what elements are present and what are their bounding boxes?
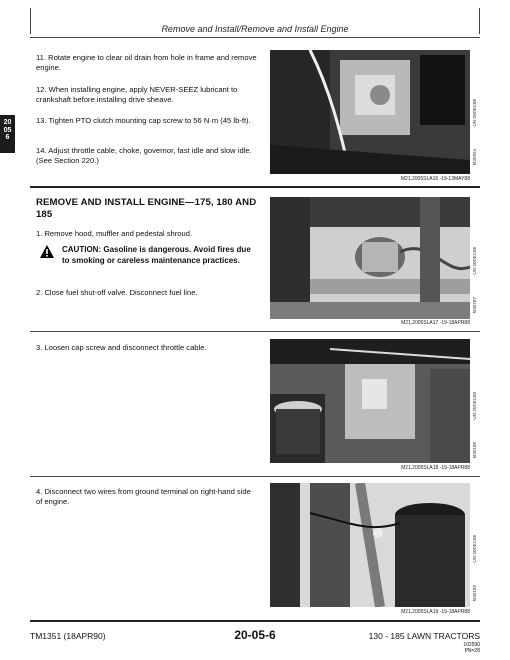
step-13: 13. Tighten PTO clutch mounting cap screw to 56 N·m (45 lb-ft). bbox=[36, 116, 251, 125]
footer-page-number: 20-05-6 bbox=[234, 628, 276, 642]
photo-1-code-top: -UN-20DEC88 bbox=[472, 99, 477, 129]
section-2-step-2: 2. Close fuel shut-off valve. Disconnect fuel line. bbox=[36, 288, 198, 297]
header-left-rule bbox=[30, 8, 31, 34]
fuel-line-photo bbox=[270, 197, 470, 319]
step-12: 12. When installing engine, apply NEVER-SEEZ lubricant to crankshaft before installing drive sheave. bbox=[36, 85, 238, 105]
section-4 bbox=[30, 479, 480, 619]
photo-3-code-bottom: M35188 bbox=[472, 442, 477, 459]
step-11: 11. Rotate engine to clear oil drain from hole in frame and remove engine. bbox=[36, 53, 257, 73]
engine-removal-photo bbox=[270, 50, 470, 174]
caution-text: CAUTION: Gasoline is dangerous. Avoid fires due to smoking or careless maintenance practices. bbox=[62, 245, 251, 265]
section-4-step-4: 4. Disconnect two wires from ground terminal on right-hand side of engine. bbox=[36, 487, 251, 507]
photo-3-caption: M21,2005SLA18 -19-18APR88 bbox=[401, 465, 470, 471]
ground-terminal-photo bbox=[270, 483, 470, 607]
footer-product: 130 - 185 LAWN TRACTORS bbox=[368, 631, 480, 641]
throttle-cable-photo bbox=[270, 339, 470, 463]
photo-1-code-bottom: M35924 bbox=[472, 149, 477, 166]
section-side-tab bbox=[0, 115, 15, 153]
section-3 bbox=[30, 334, 480, 474]
section-2-step-1: 1. Remove hood, muffler and pedestal shroud. bbox=[36, 229, 193, 238]
header-right-rule bbox=[479, 8, 480, 34]
footer-rule bbox=[30, 620, 480, 622]
photo-2-code-top: -UN-20DEC88 bbox=[472, 247, 477, 277]
footer-small-date: 102590 bbox=[463, 642, 480, 648]
section-2-heading: REMOVE AND INSTALL ENGINE—175, 180 AND 185 bbox=[36, 197, 257, 220]
photo-3-code-top: -UN-20DEC88 bbox=[472, 392, 477, 422]
caution-warning-icon bbox=[40, 245, 54, 258]
step-14: 14. Adjust throttle cable, choke, governor, fast idle and slow idle. (See Section 220.) bbox=[36, 146, 252, 166]
header-rule bbox=[30, 37, 480, 38]
section-divider-1 bbox=[30, 186, 480, 188]
section-1 bbox=[30, 44, 480, 184]
section-2 bbox=[30, 189, 480, 329]
photo-4-code-bottom: M35189 bbox=[472, 585, 477, 602]
photo-1-caption: M21,2005SLA16 -19-13MAY88 bbox=[400, 176, 470, 182]
side-tab-line1: 20 bbox=[3, 119, 12, 126]
page-header-title: Remove and Install/Remove and Install Engine bbox=[161, 24, 349, 34]
footer-small-pn: PN=28 bbox=[464, 648, 480, 654]
photo-4-caption: M21,2005SLA19 -19-18APR88 bbox=[401, 609, 470, 615]
section-3-step-3: 3. Loosen cap screw and disconnect throttle cable. bbox=[36, 343, 207, 352]
section-divider-2 bbox=[30, 331, 480, 332]
section-divider-3 bbox=[30, 476, 480, 477]
side-tab-line2: 05 bbox=[3, 126, 12, 134]
photo-2-code-bottom: M35787 bbox=[472, 297, 477, 314]
side-tab-line3: 6 bbox=[5, 134, 10, 141]
photo-4-code-top: -UN-20DEC88 bbox=[472, 535, 477, 565]
photo-2-caption: M21,2005SLA17 -19-18APR88 bbox=[401, 320, 470, 326]
footer-manual-id: TM1351 (18APR90) bbox=[30, 631, 106, 641]
